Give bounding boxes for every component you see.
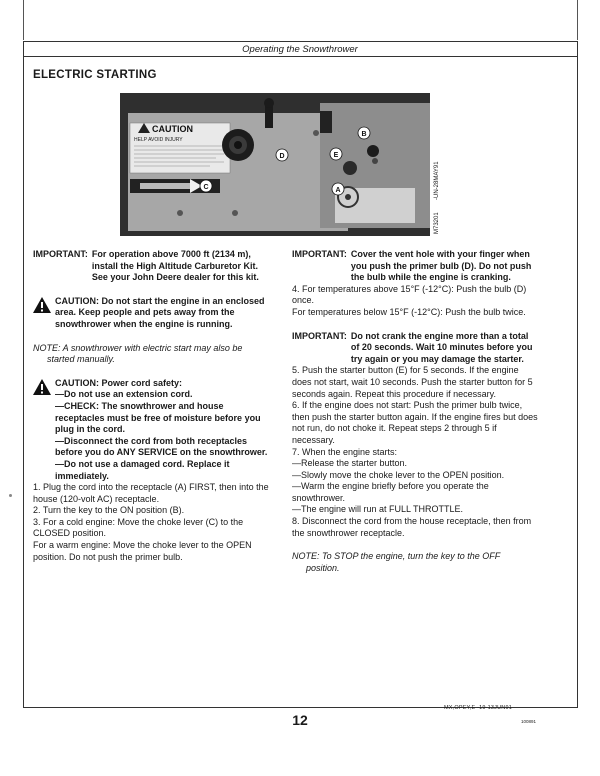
caution-enclosed-area	[33, 296, 273, 331]
important-label: IMPORTANT:	[292, 330, 347, 341]
important-text: For operation above 7000 ft (2134 m), install the High Altitude Carburetor Kit. See your John Deere dealer for this kit.	[91, 249, 259, 283]
important-crank-limit	[292, 331, 538, 366]
step-3: 3. For a cold engine: Move the choke lever (C) to the CLOSED position.	[33, 516, 244, 539]
important-label: IMPORTANT:	[292, 249, 347, 259]
note-manual-start: NOTE: A snowthrower with electric start may also be started manually.	[33, 342, 243, 365]
step-2: 2. Turn the key to the ON position (B).	[33, 505, 185, 516]
step-7: 7. When the engine starts:	[292, 446, 398, 457]
callout-b: B	[361, 131, 367, 138]
step-4: 4. For temperatures above 15°F (-12°C): Push the bulb (D) once.	[292, 283, 527, 306]
side-code-2: M73201	[434, 212, 440, 234]
left-column	[33, 249, 273, 563]
caution-power-cord: CAUTION: Power cord safety: —Do not use an extension cord. —CHECK: The snowthrower and house receptacles must be free of moisture before you plug in the cord. —Disconnect the cord from both receptacles before you do ANY SERVICE on the snowthrower. —Do not use a damaged cord. Replace it immediately.	[33, 378, 273, 482]
footer-reference-code: MX,OPEY,E -19-13JUN91	[444, 705, 512, 711]
header-rule	[23, 56, 578, 57]
step-7-choke: —Slowly move the choke lever to the OPEN position.	[292, 469, 505, 480]
crop-mark-right	[577, 0, 578, 40]
right-column	[292, 249, 538, 574]
step-1: 1. Plug the cord into the receptacle (A) FIRST, then into the house (120-volt AC) receptacle.	[33, 482, 269, 504]
engine-control-photo	[120, 93, 430, 236]
important-text: Do not crank the engine more than a total of 20 seconds. Wait 10 minutes before you try again or you may damage the starter.	[350, 330, 533, 364]
step-5: 5. Push the starter button (E) for 5 seconds. If the engine does not start, wait 10 seconds. Push the starter button for 5 seconds again. Repeat this procedure if necessary.	[292, 365, 533, 399]
caution-text: CAUTION: Do not start the engine in an enclosed area. Keep people and pets away from the snowthrower when the engine is running.	[55, 295, 265, 329]
step-8: 8. Disconnect the cord from the house receptacle, then from the snowthrower receptacle.	[292, 516, 532, 538]
callout-e: E	[333, 152, 339, 159]
side-code-1: -UN-28MAY91	[434, 161, 440, 200]
scan-speck	[9, 494, 12, 497]
step-7-release: —Release the starter button.	[292, 458, 408, 469]
warning-triangle-icon	[33, 297, 55, 331]
callout-c: C	[203, 184, 209, 191]
step-3-warm: For a warm engine: Move the choke lever to the OPEN position. Do not push the primer bulb.	[33, 540, 252, 562]
important-text: Cover the vent hole with your finger when you push the primer bulb (D). Do not push the bulb while the engine is cranking.	[350, 249, 532, 283]
important-altitude	[33, 249, 273, 284]
crop-mark-left	[23, 0, 24, 40]
svg-text:HELP AVOID INJURY: HELP AVOID INJURY	[134, 137, 183, 143]
warning-triangle-icon	[33, 379, 55, 482]
engine-control-illustration	[120, 93, 430, 236]
step-4-below: For temperatures below 15°F (-12°C): Push the bulb twice.	[292, 306, 526, 317]
callout-d: D	[279, 153, 285, 160]
important-label: IMPORTANT:	[33, 249, 88, 259]
step-6: 6. If the engine does not start: Push the primer bulb twice, then push the starter button again. If the engine fires but does not run, do not choke it. Repeat steps 2 through 5 if necessary.	[292, 400, 538, 445]
step-7-warm: —Warm the engine briefly before you operate the snowthrower.	[292, 481, 489, 503]
step-7-throttle: —The engine will run at FULL THROTTLE.	[292, 504, 464, 515]
page-number: 12	[292, 712, 308, 728]
important-vent-hole	[292, 249, 538, 284]
footer-small-code: 100891	[521, 719, 537, 724]
running-head: Operating the Snowthrower	[242, 44, 358, 55]
note-stop-engine: NOTE: To STOP the engine, turn the key to the OFF position.	[292, 551, 501, 573]
section-title: ELECTRIC STARTING	[33, 69, 157, 81]
figure-side-codes	[434, 160, 446, 234]
svg-text:CAUTION: CAUTION	[152, 124, 193, 134]
callout-a: A	[335, 187, 341, 194]
